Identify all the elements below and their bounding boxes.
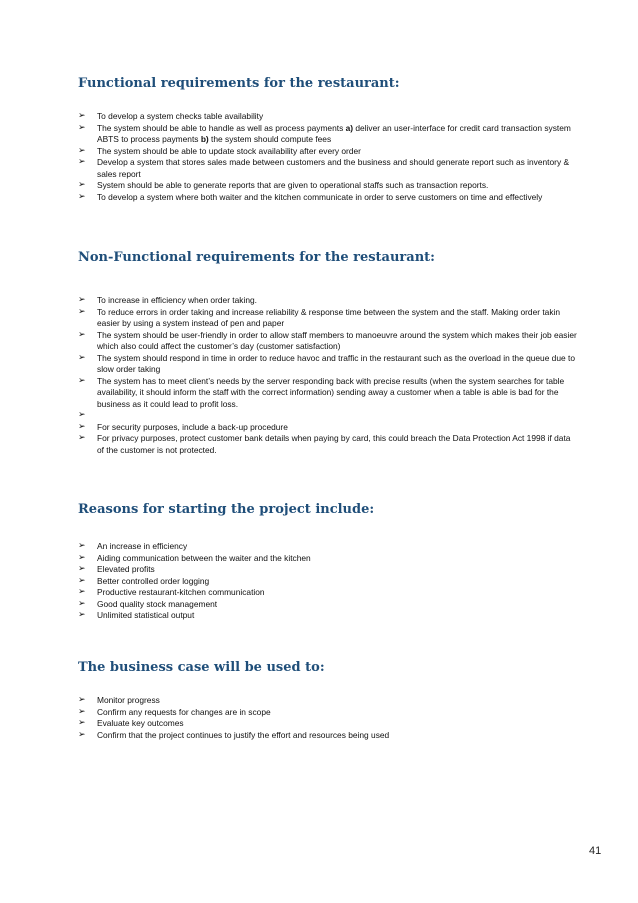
bullet-item xyxy=(78,599,578,611)
arrow-bullet-icon: ➢ xyxy=(78,718,86,728)
bullet-item xyxy=(78,718,578,730)
text-run: Productive restaurant-kitchen communication xyxy=(97,587,265,597)
bullet-text xyxy=(97,707,271,717)
bullet-item xyxy=(78,410,578,422)
text-run: For security purposes, include a back-up procedure xyxy=(97,421,288,432)
arrow-bullet-icon: ➢ xyxy=(78,610,86,620)
arrow-bullet-icon: ➢ xyxy=(78,329,86,340)
text-run: To develop a system checks table availability xyxy=(97,111,264,121)
text-run: Develop a system that stores sales made between customers and the business and should generate report such as inventory & sales report xyxy=(97,157,570,179)
text-run: To increase in efficiency when order taking. xyxy=(97,295,257,305)
functional-requirements-list xyxy=(78,111,578,203)
bullet-text xyxy=(97,564,155,574)
text-run: An increase in efficiency xyxy=(97,541,188,551)
business-case-list xyxy=(78,695,578,741)
text-run: The system should be able to handle as well as process payments xyxy=(97,122,346,133)
bullet-text xyxy=(97,192,542,202)
non-functional-requirements-list xyxy=(78,295,578,456)
arrow-bullet-icon: ➢ xyxy=(78,306,86,317)
bullet-text xyxy=(97,587,265,597)
bullet-text xyxy=(97,718,184,728)
bullet-text xyxy=(97,433,570,455)
text-run: The system should be able to update stock availability after every order xyxy=(97,145,361,156)
text-run: To reduce errors in order taking and increase reliability & response time between the system and the staff. Making order takin easier by using a system instead of pen and paper xyxy=(97,306,561,328)
bullet-item xyxy=(78,353,578,376)
page-number: 41 xyxy=(589,845,602,857)
text-run: Aiding communication between the waiter and the kitchen xyxy=(97,552,311,563)
text-run: the system should compute fees xyxy=(208,134,332,144)
project-reasons-heading: Reasons for starting the project include: xyxy=(78,502,375,517)
functional-requirements-heading: Functional requirements for the restaurant: xyxy=(78,76,400,91)
bullet-text xyxy=(97,599,217,609)
arrow-bullet-icon: ➢ xyxy=(78,111,86,121)
arrow-bullet-icon: ➢ xyxy=(78,352,86,363)
bullet-text xyxy=(97,146,361,156)
text-run: System should be able to generate reports that are given to operational staffs such as transaction reports. xyxy=(97,180,489,190)
arrow-bullet-icon: ➢ xyxy=(78,541,86,551)
text-run: The system should respond in time in order to reduce havoc and traffic in the restaurant such as the overload in the queue due to slow order taking xyxy=(97,352,575,374)
bullet-text xyxy=(97,376,564,409)
arrow-bullet-icon: ➢ xyxy=(78,375,86,386)
bullet-text xyxy=(97,157,569,179)
bullet-item xyxy=(78,610,578,622)
bullet-item xyxy=(78,146,578,158)
arrow-bullet-icon: ➢ xyxy=(78,552,86,563)
bullet-text xyxy=(97,541,187,551)
bullet-item xyxy=(78,541,578,553)
arrow-bullet-icon: ➢ xyxy=(78,729,86,740)
bullet-text xyxy=(97,330,577,352)
arrow-bullet-icon: ➢ xyxy=(78,421,86,432)
bullet-item xyxy=(78,307,578,330)
text-run: Better controlled order logging xyxy=(97,575,210,586)
arrow-bullet-icon: ➢ xyxy=(78,122,86,133)
arrow-bullet-icon: ➢ xyxy=(78,295,86,305)
arrow-bullet-icon: ➢ xyxy=(78,157,86,167)
business-case-heading: The business case will be used to: xyxy=(78,660,325,675)
project-reasons-list xyxy=(78,541,578,622)
text-run: Confirm that the project continues to justify the effort and resources being used xyxy=(97,729,390,740)
non-functional-requirements-heading: Non-Functional requirements for the restaurant: xyxy=(78,250,435,265)
bullet-item xyxy=(78,111,578,123)
bullet-item xyxy=(78,123,578,146)
text-run: Confirm any requests for changes are in scope xyxy=(97,706,271,717)
bullet-text xyxy=(97,111,263,121)
arrow-bullet-icon: ➢ xyxy=(78,695,86,705)
text-run: Unlimited statistical output xyxy=(97,610,195,620)
bullet-item xyxy=(78,330,578,353)
text-run: Elevated profits xyxy=(97,564,155,574)
bold-text: b) xyxy=(200,134,209,144)
bullet-text xyxy=(97,307,560,329)
arrow-bullet-icon: ➢ xyxy=(78,575,86,586)
bullet-item xyxy=(78,192,578,204)
arrow-bullet-icon: ➢ xyxy=(78,564,86,574)
text-run: Evaluate key outcomes xyxy=(97,718,184,728)
arrow-bullet-icon: ➢ xyxy=(78,145,86,156)
arrow-bullet-icon: ➢ xyxy=(78,191,86,202)
bullet-text xyxy=(97,695,160,705)
text-run: The system should be user-friendly in order to allow staff members to manoeuvre around the system which makes their job easier which also could affect the customer’s day (customer satisfaction) xyxy=(97,329,577,351)
bullet-text xyxy=(97,410,99,420)
bullet-text xyxy=(97,353,575,375)
bullet-text xyxy=(97,730,389,740)
bullet-item xyxy=(78,553,578,565)
bullet-text xyxy=(97,295,257,305)
bullet-item xyxy=(78,564,578,576)
bullet-item xyxy=(78,576,578,588)
bullet-item xyxy=(78,295,578,307)
text-run: deliver an user-interface for credit card transaction system ABTS to process payments xyxy=(97,122,571,144)
bullet-text xyxy=(97,422,288,432)
bullet-item xyxy=(78,157,578,180)
text-run: Monitor progress xyxy=(97,695,160,705)
arrow-bullet-icon: ➢ xyxy=(78,706,86,717)
arrow-bullet-icon: ➢ xyxy=(78,433,86,443)
arrow-bullet-icon: ➢ xyxy=(78,587,86,597)
bullet-item xyxy=(78,433,578,456)
bullet-item xyxy=(78,730,578,742)
bullet-item xyxy=(78,695,578,707)
arrow-bullet-icon: ➢ xyxy=(78,598,86,609)
bullet-item xyxy=(78,422,578,434)
bullet-text xyxy=(97,553,311,563)
bullet-text xyxy=(97,576,209,586)
bullet-item xyxy=(78,707,578,719)
bullet-text xyxy=(97,123,571,145)
arrow-bullet-icon: ➢ xyxy=(78,180,86,190)
text-run: To develop a system where both waiter and the kitchen communicate in order to serve customers on time and effectively xyxy=(97,191,543,202)
bullet-item xyxy=(78,180,578,192)
bullet-item xyxy=(78,587,578,599)
text-run: Good quality stock management xyxy=(97,598,218,609)
text-run: The system has to meet client’s needs by the server responding back with precise results (when the system searches for table availability, it should inform the staff with the correct information) sending away a customer when a table is able is bad for the business as it could lead to profit loss. xyxy=(97,375,565,409)
bullet-text xyxy=(97,610,194,620)
bullet-item xyxy=(78,376,578,411)
text-run: For privacy purposes, protect customer bank details when paying by card, this could breach the Data Protection Act 1998 if data of the customer is not protected. xyxy=(97,433,571,455)
bullet-text xyxy=(97,180,488,190)
arrow-bullet-icon: ➢ xyxy=(78,410,86,420)
bold-text: a) xyxy=(345,122,354,133)
